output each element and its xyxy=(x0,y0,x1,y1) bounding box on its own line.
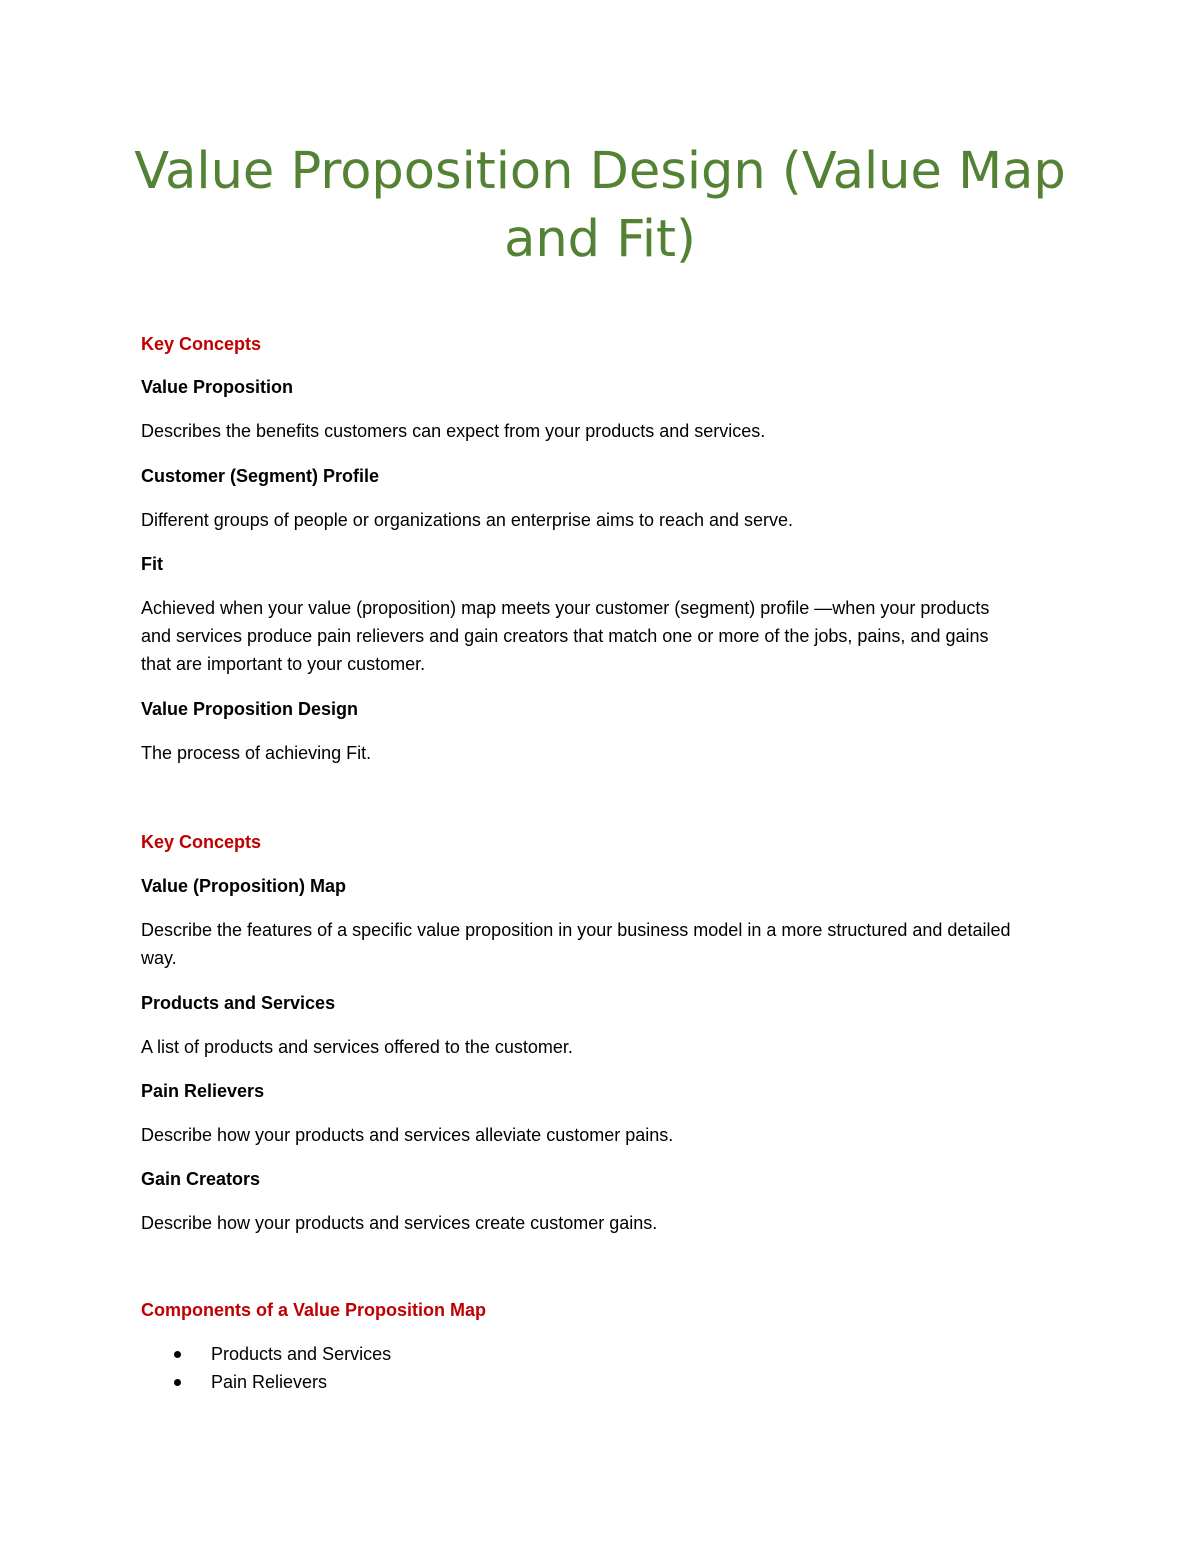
description-products-and-services: A list of products and services offered to the customer. xyxy=(141,1037,573,1057)
description-value-proposition: Describes the benefits customers can expect from your products and services. xyxy=(141,421,766,441)
term-products-and-services: Products and Services xyxy=(141,993,336,1013)
bullet-icon xyxy=(174,1351,181,1358)
description-value-map: Describe the features of a specific value proposition in your business model in a more structured and detailed way. xyxy=(141,920,1011,968)
list-item-label: Pain Relievers xyxy=(211,1372,328,1392)
list-item xyxy=(141,1340,391,1368)
term-fit: Fit xyxy=(141,554,163,574)
components-list xyxy=(141,1340,391,1396)
section-heading-components: Components of a Value Proposition Map xyxy=(141,1300,487,1320)
description-gain-creators: Describe how your products and services create customer gains. xyxy=(141,1213,658,1233)
term-value-proposition: Value Proposition xyxy=(141,377,294,397)
bullet-icon xyxy=(174,1379,181,1386)
description-fit: Achieved when your value (proposition) map meets your customer (segment) profile —when your products and services produce pain relievers and gain creators that match one or more of the jobs, pains, and gains that are important to your customer. xyxy=(141,598,990,674)
description-value-proposition-design: The process of achieving Fit. xyxy=(141,743,372,763)
description-pain-relievers: Describe how your products and services alleviate customer pains. xyxy=(141,1125,674,1145)
term-value-proposition-design: Value Proposition Design xyxy=(141,699,359,719)
term-gain-creators: Gain Creators xyxy=(141,1169,261,1189)
term-pain-relievers: Pain Relievers xyxy=(141,1081,265,1101)
list-item-label: Products and Services xyxy=(211,1344,392,1364)
term-customer-profile: Customer (Segment) Profile xyxy=(141,466,380,486)
section-heading: Key Concepts xyxy=(141,334,262,354)
list-item xyxy=(141,1368,391,1396)
document-title: Value Proposition Design (Value Map and Fit) xyxy=(134,142,1066,269)
term-value-map: Value (Proposition) Map xyxy=(141,876,347,896)
description-customer-profile: Different groups of people or organizations an enterprise aims to reach and serve. xyxy=(141,510,794,530)
section-heading: Key Concepts xyxy=(141,832,262,852)
